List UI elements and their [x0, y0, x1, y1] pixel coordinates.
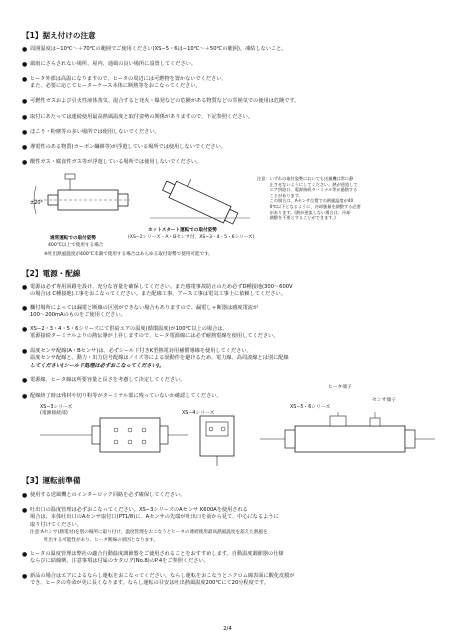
section-heading-pre-operation: 【3】運転前準備 [22, 476, 81, 485]
caution-note-box: 注意：いずれの取付姿勢においても送風機は常に静 止させないようにしてください。熱が逆流して エア供給口、電源接続ターミナル等が過熱する ことがあります。 この場合は、Aセンサ位置での熱風温度が40 0℃以下となるように、冷却風量を調整する必要 があります。(熱が逆流しない場合は、冷却 調整を不要とすることができます。) [257, 176, 361, 221]
bullet-item: ● 温度センサ配線(A・Bセンサ)は、必ずシールド付きK型熱電対用補償導線を使用してください。 温度センサ配線と、動力・出力信号配線はノイズ等による誤動作を避けるため、電力線、高周波線とは別に配線 してください(シールド処理は必ずおこなってください)。 [22, 348, 289, 369]
bullet-item: ● ほこり・粉塵等の多い場所では使用しないでください。 [22, 129, 160, 136]
caption-normal-orientation: 通常運転での取付姿勢 [50, 236, 96, 241]
xs4-terminal-drawing [200, 416, 234, 466]
bullet-item: ● 風雨にさらされない場所、屋内、通風の良い場所に設置してください。 [22, 61, 197, 68]
figure-footnote: ※吐出熱風温度が400℃未満で使用する場合はあらゆる取付姿勢で使用可能です。 [44, 252, 214, 257]
bullet-item: ● XS−2・3・4・5・6シリーズにて供給エアの温度(循環温度)が100℃以上の場合は、 電源接続ターミナルよりの熱伝導が上昇しますので、ヒータ電源線には必ず耐熱電線を使用してください。 [22, 326, 279, 340]
label-sensor-terminal: センサ端子 [372, 398, 396, 403]
label-xs3-sub: (電源接続部) [40, 411, 68, 416]
xs3-terminal-drawing [40, 418, 188, 452]
caption-hotstart-orientation: ホットスタート運転での取付姿勢 [148, 228, 217, 233]
heater-horizontal-drawing [34, 174, 130, 214]
label-xs3: XS−3シリーズ [40, 405, 73, 410]
bullet-item: ● 使用する送風機とのインターロック回路を必ず確保してください。 [22, 492, 186, 499]
caption-hotstart-orientation-sub: (XS−2シリーズ・A・Bセンサ付、XS−3・4・5・6シリーズ) [128, 235, 255, 240]
wiring-figure [30, 412, 440, 470]
mounting-orientation-figure [30, 168, 255, 234]
bullet-item: ● ヒータの温度管理は弊社の適合自動温度調節器をご使用されることをおすすめします。自動温度調節器の仕様 ならびに結線例、注意事項は付属のカタログ(No.8)のP.4をご参照ください。 [22, 551, 284, 565]
section-heading-installation: 【1】据え付けの注意 [22, 31, 96, 40]
bullet-item: ● 酸性ガス・腐食性ガス等が浮遊している場所では使用しないでください。 [22, 159, 202, 166]
bullet-item: ● 欄付場所によっては漏電と断線の区別ができない場合もありますので、漏電しゃ断器は感度電流が 100〜200mAのものをご使用ください。 [22, 305, 259, 319]
xs56-heater-drawing [260, 412, 435, 452]
label-xs4: XS−4シリーズ [182, 411, 215, 416]
caption-normal-orientation-sub: 400℃以上で使用する場合 [48, 243, 104, 248]
bullet-item: ● 周囲温度は−10℃〜＋70℃の範囲でご使用ください(XS−5・6は−10℃〜＋50℃の範囲)。凍結しないこと。 [22, 46, 287, 53]
label-xs56: XS−5・6シリーズ [290, 405, 331, 410]
bullet-item: ● 新品の場合はエアによるならし運転をおこなってください。ならし運転をおこなうとニクロム線表面に酸化皮膜が でき、ヒータの寿命が更に長くなります。ならし運転の目安は吐出熱風温度200℃にて20分程度です。 [22, 573, 295, 587]
bullet-item: ● ヒータ外部は高温になりますので、ヒータの周辺には可燃物を置かないでください。 また、必要に応じてヒーターケース本体に断熱等をおこなってください。 [22, 76, 227, 90]
bullet-item: ● 可燃性ガスおよび引火性液体蒸気、混合すると発火・爆発などの危険がある物質などの雰囲気での使用は危険です。 [22, 98, 300, 105]
angle-label: ±20° [30, 200, 44, 206]
bullet-item: ● 取付にあたっては連続使用最高熱風温度と取付姿勢の関係がありますので、下記参照ください。 [22, 114, 253, 121]
bullet-item: ● 配線終了時は残材や切り粉等がターミナル部に残っていないか確認してください。 [22, 393, 222, 400]
section-heading-power-wiring: 【2】電源・配線 [22, 269, 81, 278]
bullet-item: ● 電源は必ず専用回路を設け、充分な容量を確保してください。また感電事故防止のため必ずD種接地(300〜600V の場合は C種接地)工事をおこなってください。また配線工事、アース工事は電気工事士に依頼してください。 [22, 284, 293, 298]
label-heater-terminal: ヒータ端子 [328, 385, 352, 390]
bullet-item: ● 電源線、ヒータ線は所要容量と長さを考慮して決定してください。 [22, 377, 186, 384]
bullet-item: ● 吐出口の温度管理は必ずおこなってください。XS−3シリーズのAセンサ K600Aを使用される 場合は、本体吐出口のAセンサ取付口(PT1/8)に、Aセンサの先端が吐出口を前から見て、中心になるように 取り付けてください。 注意:Aセンサ(熱電対)を別の場所に取り付け、温度管理をおこなうとヒータの連続使用最高熱風温度を超えた熱風を 吐出する可能性があり、ヒータ断線の原因となります。 [22, 507, 279, 543]
bullet-item: ● 導電性のある物質(カーボン繊維等)が浮遊している場所では使用しないでください。 [22, 144, 226, 151]
page-number: 2/4 [223, 626, 232, 632]
